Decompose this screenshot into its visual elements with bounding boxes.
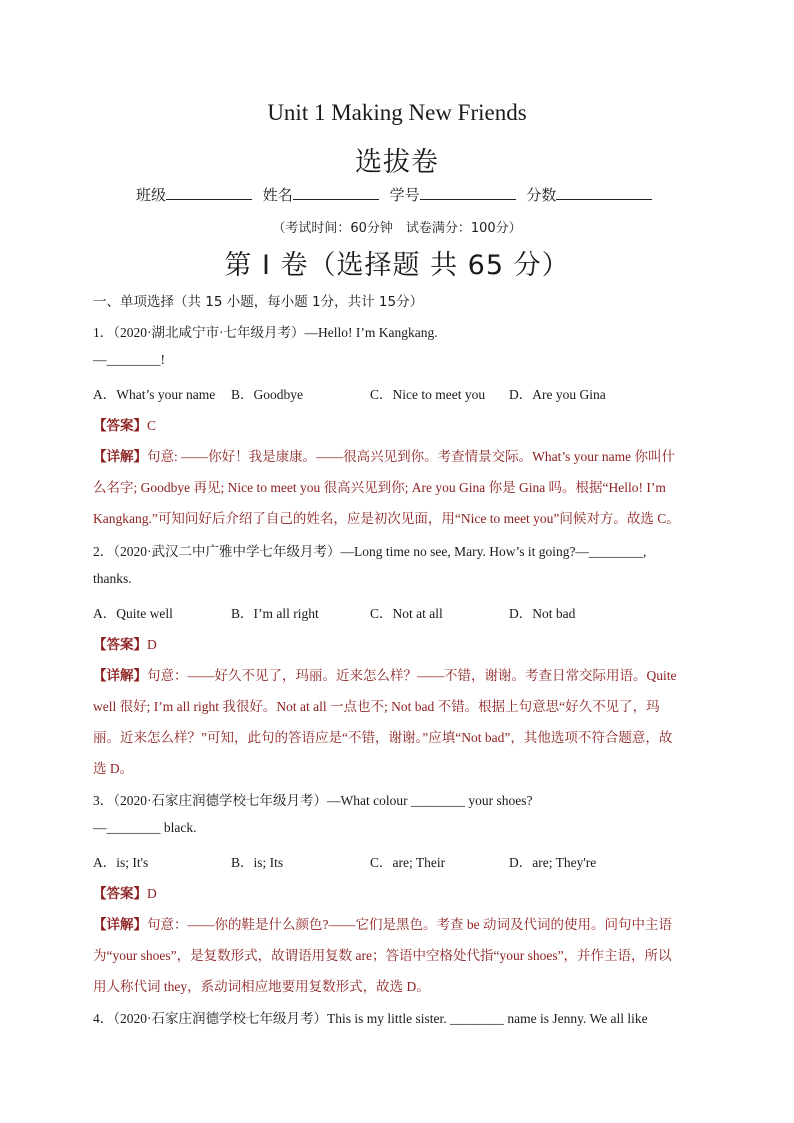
- student-number-blank[interactable]: [420, 185, 516, 200]
- question-2-stem-cont: thanks.: [93, 571, 132, 586]
- question-4-stem: 4．（2020·石家庄润德学校七年级月考）This is my little sister. ________ name is Jenny. We all like: [93, 1011, 648, 1026]
- q3-option-c[interactable]: C．are; Their: [370, 855, 446, 870]
- q2-option-b[interactable]: B．I’m all right: [231, 606, 319, 621]
- class-field[interactable]: [136, 184, 252, 205]
- q2-option-c[interactable]: C．Not at all: [370, 606, 443, 621]
- student-info-fields: [136, 184, 696, 205]
- explain-label: 【详解】: [93, 917, 147, 933]
- explain-label: 【详解】: [93, 668, 147, 684]
- name-field[interactable]: [263, 184, 379, 205]
- explain-label: 【详解】: [93, 449, 147, 465]
- answer-value: C: [147, 418, 157, 433]
- q3-option-b[interactable]: B．is; Its: [231, 855, 284, 870]
- question-1-explain-line: Kangkang.”可知问好后介绍了自己的姓名，应是初次见面，用“Nice to meet you”问候对方。故选 C。: [93, 511, 680, 526]
- question-2-explain-line: [93, 664, 713, 684]
- student-number-field[interactable]: [390, 184, 516, 205]
- class-blank[interactable]: [166, 185, 252, 200]
- question-1-explain-line: [93, 445, 713, 465]
- explain-text: 句意：——你的鞋是什么颜色?——它们是黑色。考查 be 动词及代词的使用。问句中主语: [147, 917, 672, 932]
- answer-label: 【答案】: [93, 418, 147, 434]
- question-1-explain-line: 么名字; Goodbye 再见; Nice to meet you 很高兴见到你; Are you Gina 你是 Gina 吗。根据“Hello! I’m: [93, 480, 666, 495]
- explain-text: 句意: ——你好！我是康康。——很高兴见到你。考查情景交际。What’s your name 你叫什: [147, 449, 675, 464]
- answer-label: 【答案】: [93, 886, 147, 902]
- question-1-reply: —________!: [93, 352, 165, 367]
- question-3-answer: [93, 882, 713, 902]
- q1-option-a[interactable]: A．What’s your name: [93, 387, 216, 402]
- title-english: Unit 1 Making New Friends: [267, 100, 527, 125]
- question-2-options: [93, 602, 713, 622]
- exam-info: （考试时间：60分钟 试卷满分：100分）: [272, 221, 522, 236]
- question-2-explain-line: 丽。近来怎么样？”可知，此句的答语应是“不错，谢谢。”应填“Not bad”，其他选项不符合题意，故: [93, 730, 673, 745]
- question-1-answer: [93, 414, 713, 434]
- question-2-answer: [93, 633, 713, 653]
- q1-option-c[interactable]: C．Nice to meet you: [370, 387, 486, 402]
- question-3-reply: —________ black.: [93, 820, 197, 835]
- score-field[interactable]: [526, 184, 652, 205]
- q2-option-a[interactable]: A．Quite well: [93, 606, 173, 621]
- q1-option-b[interactable]: B．Goodbye: [231, 387, 303, 402]
- student-number-label: 学号: [389, 186, 420, 204]
- question-2-explain-line: well 很好; I’m all right 我很好。Not at all 一点也不; Not bad 不错。根据上句意思“好久不见了，玛: [93, 699, 660, 714]
- question-1-stem: 1．（2020·湖北咸宁市·七年级月考）—Hello! I’m Kangkang.: [93, 325, 438, 340]
- answer-value: D: [147, 637, 157, 652]
- name-blank[interactable]: [293, 185, 379, 200]
- score-blank[interactable]: [556, 185, 652, 200]
- q1-option-d[interactable]: D．Are you Gina: [509, 387, 606, 402]
- q3-option-a[interactable]: A．is; It's: [93, 855, 149, 870]
- question-3-explain-line: 为“your shoes”，是复数形式，故谓语用复数 are；答语中空格处代指“your shoes”，并作主语，所以: [93, 948, 672, 963]
- question-1-options: [93, 383, 713, 403]
- q2-option-d[interactable]: D．Not bad: [509, 606, 576, 621]
- question-3-options: [93, 851, 713, 871]
- section-title: 一、单项选择（共 15 小题，每小题 1分，共计 15分）: [93, 294, 424, 310]
- title-chinese: 选拔卷: [355, 147, 439, 178]
- q3-option-d[interactable]: D．are; They're: [509, 855, 597, 870]
- explain-text: 句意：——好久不见了，玛丽。近来怎么样？——不错，谢谢。考查日常交际用语。Quite: [147, 668, 677, 683]
- question-3-explain-line: [93, 913, 713, 933]
- name-label: 姓名: [262, 186, 293, 204]
- question-3-explain-line: 用人称代词 they，系动词相应地要用复数形式，故选 D。: [93, 979, 430, 994]
- question-2-stem: 2．（2020·武汉二中广雅中学七年级月考）—Long time no see, Mary. How’s it going?—________,: [93, 544, 647, 559]
- class-label: 班级: [136, 186, 167, 204]
- answer-value: D: [147, 886, 157, 901]
- volume-title: 第 I 卷（选择题 共 65 分）: [224, 250, 570, 281]
- score-label: 分数: [526, 186, 557, 204]
- question-2-explain-line: 选 D。: [93, 761, 134, 776]
- answer-label: 【答案】: [93, 637, 147, 653]
- question-3-stem: 3．（2020·石家庄润德学校七年级月考）—What colour ________ your shoes?: [93, 793, 533, 808]
